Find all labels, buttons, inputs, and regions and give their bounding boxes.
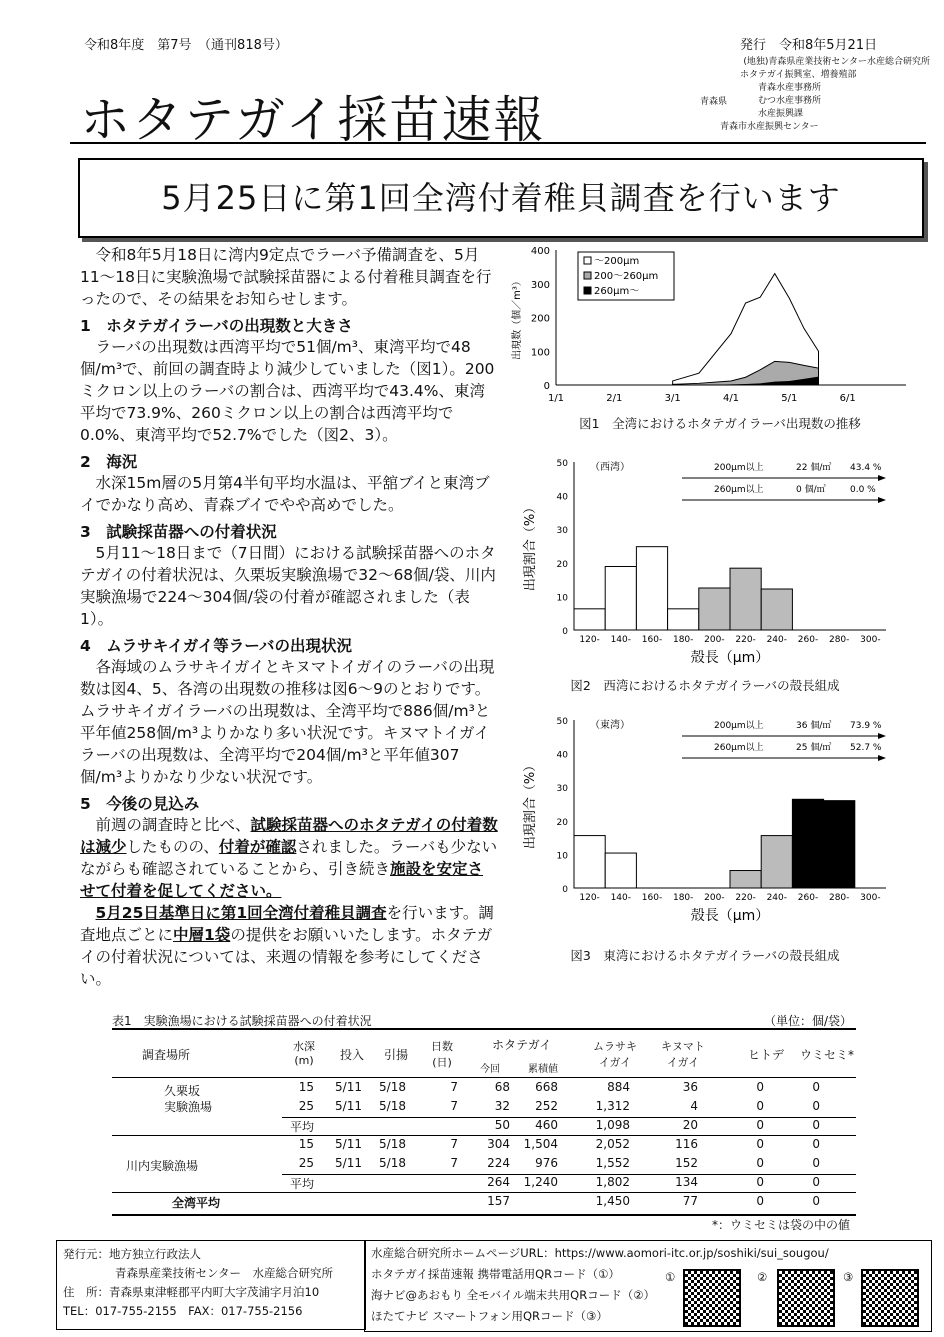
footer-line: 発行元：地方独立行政法人 (63, 1247, 201, 1261)
emphasis-text: 中層1袋 (173, 926, 231, 944)
emphasis-text: 試験採苗器へのホタテガイの付着数は減少 (80, 816, 498, 856)
table-cell: 0 (756, 1080, 764, 1094)
table-body (112, 1078, 856, 1214)
table-cell: 25 (298, 1099, 314, 1113)
table-cell: 0 (756, 1099, 764, 1113)
table-cell: 224 (487, 1156, 510, 1170)
fig1-caption: 図1 全湾におけるホタテガイラーバ出現数の推移 (579, 416, 861, 431)
x-tick-label: 240- (766, 635, 788, 645)
text-run: 前週の調査時と比べ、 (95, 816, 251, 834)
table-cell: 1,802 (595, 1175, 630, 1189)
table-cell: 0 (756, 1175, 764, 1189)
bar (761, 589, 792, 630)
header-rule (70, 142, 926, 144)
qr-code-icon[interactable] (777, 1269, 835, 1327)
x-tick-label: 300- (860, 635, 881, 645)
table-cell: 20 (682, 1118, 698, 1132)
note-label: 260μm以上 (714, 743, 764, 753)
note-percent: 73.9 % (850, 721, 882, 731)
emphasis-text: 5月25日基準日に第1回全湾付着稚貝調査 (95, 904, 387, 922)
y-tick-label: 50 (556, 717, 568, 727)
x-tick-label: 240- (766, 893, 788, 903)
table-cell: 7 (450, 1137, 458, 1151)
bar (668, 609, 699, 630)
table-title-row (112, 1012, 852, 1029)
table-cell: 5/11 (335, 1156, 362, 1170)
legend-swatch (584, 272, 591, 279)
qr-label-1: ホタテガイ採苗速報 携帯電話用QRコード（①） (371, 1267, 620, 1281)
table-cell: 1,098 (595, 1118, 630, 1132)
x-tick-label: 260- (797, 893, 819, 903)
col-header: 投入 (340, 1048, 365, 1062)
row-divider (282, 1174, 856, 1175)
table-cell: 134 (675, 1175, 698, 1189)
emphasis-text: 施設を安定させて付着を促してください。 (80, 860, 484, 900)
y-tick-label: 50 (556, 459, 568, 469)
table-cell: 久栗坂 (164, 1084, 201, 1098)
y-tick-label: 300 (530, 279, 550, 291)
row-divider (282, 1117, 856, 1118)
y-tick-label: 0 (562, 885, 568, 895)
x-tick-label: 5/1 (781, 393, 798, 404)
table-cell: 川内実験漁場 (126, 1159, 199, 1173)
bar (605, 566, 636, 630)
org-line: 青森市水産振興センター (720, 122, 819, 132)
org-line: 青森水産事務所 (758, 83, 822, 93)
x-tick-label: 220- (735, 893, 756, 903)
x-tick-label: 200- (704, 635, 725, 645)
y-tick-label: 100 (530, 347, 550, 359)
col-header: 引揚 (384, 1048, 409, 1062)
text-run: したものの、 (126, 838, 219, 856)
y-axis-label: 出現割合（%） (523, 758, 538, 850)
footer-links (364, 1240, 932, 1332)
legend-swatch (584, 257, 591, 264)
table-cell: 1,240 (523, 1175, 558, 1189)
org-line: ホタテガイ振興室、増養殖部 (740, 70, 857, 80)
table-cell: 1,504 (523, 1137, 558, 1151)
x-tick-label: 300- (860, 893, 881, 903)
note-count: 0 個/㎥ (796, 485, 826, 495)
col-header: 水深(m) (293, 1040, 315, 1067)
section-4-heading: 4 ムラサキイガイ等ラーバの出現状況 (80, 637, 352, 655)
bar (761, 836, 792, 888)
headline-banner (78, 158, 924, 238)
section-5-text (80, 814, 498, 902)
x-tick-label: 160- (641, 635, 663, 645)
table-cell: 157 (487, 1194, 510, 1208)
section-1-text: ラーバの出現数は西湾平均で51個/m³、東湾平均で48個/m³で、前回の調査時より減少していました（図1）。200ミクロン以上のラーバの割合は、西湾平均で43.4%、東湾平均で73.9%、260ミクロン以上の割合は西湾平均で0.0%、東湾平均で52.7%でした（図2、3）。 (80, 338, 495, 444)
footer-line: 住 所：青森県東津軽郡平内町大字茂浦字月泊10 (63, 1285, 320, 1299)
col-header: 調査場所 (142, 1048, 191, 1062)
section-4-text: 各海域のムラサキイガイとキヌマトイガイのラーバの出現数は図4、5、各湾の出現数の推移は図6～9のとおりです。ムラサキイガイラーバの出現数は、全湾平均で886個/m³と平年値258個/m³よりかなり多い状況です。キヌマトイガイラーバの出現数は、全湾平均で204個/m³と平年値307個/m³よりかなり少ない状況です。 (80, 658, 495, 786)
table-cell: 0 (812, 1194, 820, 1208)
x-tick-label: 280- (828, 635, 850, 645)
table-cell: 0 (812, 1156, 820, 1170)
issue-date: 発行 令和8年5月21日 (740, 38, 878, 53)
text-run: の提供をお願いいたします。ホタテガイの付着状況については、来週の情報を参考にしてください。 (80, 926, 493, 988)
headline-text: 5月25日に第1回全湾付着稚貝調査を行います (161, 179, 841, 217)
table-cell: 0 (756, 1194, 764, 1208)
footer-line: TEL：017-755-2155 FAX：017-755-2156 (63, 1304, 303, 1318)
footer-line: 青森県産業技術センター 水産総合研究所 (115, 1266, 334, 1280)
table-cell: 15 (298, 1080, 314, 1094)
fig1-chart (506, 240, 926, 410)
note-label: 200μm以上 (714, 463, 764, 473)
table-cell: 0 (812, 1118, 820, 1132)
col-header: 今回 (480, 1064, 500, 1075)
col-header: 日数(日) (431, 1040, 453, 1069)
qr-number: ③ (843, 1270, 854, 1284)
table-cell: 116 (675, 1137, 698, 1151)
x-tick-label: 180- (672, 635, 694, 645)
region-label: （西湾） (590, 462, 630, 473)
note-count: 22 個/㎥ (796, 463, 832, 473)
table-cell: 2,052 (595, 1137, 630, 1151)
article-body (80, 244, 498, 990)
note-arrowhead (878, 733, 886, 739)
org-line: むつ水産事務所 (758, 96, 822, 106)
table-cell: 0 (812, 1175, 820, 1189)
y-tick-label: 40 (556, 492, 568, 503)
note-arrowhead (878, 475, 886, 481)
region-label: （東湾） (590, 720, 630, 731)
row-divider (112, 1192, 856, 1193)
table-cell: 668 (535, 1080, 558, 1094)
table-cell: 15 (298, 1137, 314, 1151)
x-tick-label: 180- (672, 893, 694, 903)
table-cell: 884 (607, 1080, 630, 1094)
table-cell: 7 (450, 1099, 458, 1113)
table-cell: 460 (535, 1118, 558, 1132)
col-header: 累積値 (528, 1064, 558, 1075)
legend-label: 200～260μm (594, 271, 659, 282)
note-label: 200μm以上 (714, 721, 764, 731)
table-cell: 1,312 (595, 1099, 630, 1113)
emphasis-text: 付着が確認 (218, 838, 297, 856)
x-tick-label: 4/1 (722, 393, 740, 404)
bar (824, 801, 855, 888)
bar (699, 588, 730, 630)
fig3-chart (506, 708, 926, 938)
section-3-text: 5月11～18日まで（7日間）における試験採苗器へのホタテガイの付着状況は、久栗坂実験漁場で32～68個/袋、川内実験漁場で224～304個/袋の付着が確認されました（表1）。 (80, 544, 496, 628)
y-tick-label: 30 (556, 526, 568, 537)
table-cell: 5/11 (335, 1137, 362, 1151)
x-tick-label: 140- (610, 893, 632, 903)
table-cell: 77 (682, 1194, 698, 1208)
x-tick-label: 6/1 (839, 393, 856, 404)
note-arrowhead (878, 755, 886, 761)
bar (636, 547, 667, 630)
section-2-heading: 2 海況 (80, 453, 138, 471)
qr-number: ① (665, 1270, 676, 1284)
y-tick-label: 10 (556, 593, 568, 604)
fig3-caption: 図3 東湾におけるホタテガイラーバの殻長組成 (570, 948, 840, 963)
note-arrowhead (878, 497, 886, 503)
org-line: (地独)青森県産業技術センター水産総合研究所 (743, 57, 930, 67)
table-cell: 実験漁場 (164, 1100, 213, 1114)
table-cell: 1,552 (595, 1156, 630, 1170)
section-2-text: 水深15m層の5月第4半旬平均水温は、平舘ブイと東湾ブイでかなり高め、青森ブイでやや高めでした。 (80, 474, 490, 514)
y-tick-label: 200 (530, 313, 550, 325)
section-1-heading: 1 ホタテガイラーバの出現数と大きさ (80, 317, 353, 335)
table-cell: 5/18 (379, 1099, 406, 1113)
col-header: ホタテガイ (492, 1038, 552, 1052)
intro-paragraph: 令和8年5月18日に湾内9定点でラーバ予備調査を、5月11～18日に実験漁場で試験採苗器による付着稚貝調査を行ったので、その結果をお知らせします。 (80, 246, 492, 308)
x-axis-label: 殻長（μm） (690, 908, 770, 924)
col-header: ムラサキイガイ (593, 1040, 637, 1069)
table-header (112, 1030, 856, 1078)
table-cell: 4 (690, 1099, 698, 1113)
qr-label-3: ほたてナビ スマートフォン用QRコード（③） (371, 1309, 608, 1323)
y-tick-label: 10 (556, 851, 568, 862)
table-cell: 252 (535, 1099, 558, 1113)
note-label: 260μm以上 (714, 485, 764, 495)
footer-publisher (56, 1240, 366, 1330)
publisher-org (700, 56, 930, 134)
qr-code-icon[interactable] (683, 1269, 741, 1327)
x-tick-label: 120- (579, 635, 600, 645)
y-tick-label: 0 (543, 381, 550, 392)
x-tick-label: 1/1 (547, 393, 565, 404)
org-line: 青森県 (700, 97, 728, 107)
table-cell: 5/11 (335, 1080, 362, 1094)
table-cell: 68 (494, 1080, 510, 1094)
table-cell: 平均 (290, 1120, 315, 1134)
table-cell: 5/18 (379, 1137, 406, 1151)
x-tick-label: 140- (610, 635, 632, 645)
y-tick-label: 20 (556, 817, 568, 828)
y-axis-label: 出現割合（%） (523, 500, 538, 592)
table-cell: 7 (450, 1156, 458, 1170)
y-tick-label: 400 (530, 246, 550, 257)
note-count: 36 個/㎥ (796, 721, 832, 731)
bar (574, 836, 605, 888)
note-count: 25 個/㎥ (796, 743, 832, 753)
org-line: 水産振興課 (758, 109, 804, 119)
table-cell: 0 (812, 1137, 820, 1151)
note-percent: 52.7 % (850, 743, 882, 753)
homepage-url[interactable]: 水産総合研究所ホームページURL：https://www.aomori-itc.or.jp/soshiki/sui_sougou/ (371, 1246, 829, 1260)
col-header: ヒトデ (748, 1048, 785, 1062)
col-header: ウミセミ* (800, 1048, 855, 1062)
table-cell: 5/11 (335, 1099, 362, 1113)
page-title: ホタテガイ採苗速報 (80, 91, 546, 149)
note-percent: 43.4 % (850, 463, 882, 473)
table-cell: 7 (450, 1080, 458, 1094)
bar (574, 609, 605, 630)
section-3-heading: 3 試験採苗器への付着状況 (80, 523, 277, 541)
table-cell: 32 (494, 1099, 510, 1113)
section-5-text-2 (80, 902, 498, 990)
table-cell: 976 (535, 1156, 558, 1170)
table-cell: 264 (487, 1175, 510, 1189)
x-tick-label: 120- (579, 893, 600, 903)
qr-code-icon[interactable] (861, 1269, 919, 1327)
table-cell: 36 (682, 1080, 698, 1094)
text-run: されました。ラーバも少ないながらも確認されていることから、引き続き (80, 838, 498, 878)
x-tick-label: 2/1 (606, 393, 623, 404)
col-header: キヌマトイガイ (661, 1040, 705, 1069)
qr-label-2: 海ナビ@あおもり 全モバイル端末共用QRコード（②） (371, 1288, 656, 1302)
fig2-chart (506, 450, 926, 670)
text-run: を行います。調査地点ごとに (80, 904, 494, 944)
x-tick-label: 160- (641, 893, 663, 903)
table-cell: 全湾平均 (172, 1196, 221, 1210)
table-cell: 5/18 (379, 1080, 406, 1094)
table-cell: 平均 (290, 1177, 315, 1191)
bar (730, 568, 761, 630)
section-5-heading: 5 今後の見込み (80, 795, 200, 813)
y-tick-label: 40 (556, 750, 568, 761)
table-cell: 1,450 (595, 1194, 630, 1208)
x-tick-label: 200- (704, 893, 725, 903)
table-title: 表1 実験漁場における試験採苗器への付着状況 (112, 1014, 372, 1028)
bar (605, 853, 636, 888)
table-cell: 0 (756, 1156, 764, 1170)
y-tick-label: 20 (556, 559, 568, 570)
x-tick-label: 3/1 (664, 393, 681, 404)
row-divider (112, 1135, 856, 1136)
table-cell: 152 (675, 1156, 698, 1170)
table-note: *：ウミセミは袋の中の値 (712, 1218, 851, 1232)
table-cell: 5/18 (379, 1156, 406, 1170)
table-cell: 304 (487, 1137, 510, 1151)
x-axis-label: 殻長（μm） (690, 650, 770, 666)
bar (730, 871, 761, 888)
x-tick-label: 260- (797, 635, 819, 645)
table-cell: 25 (298, 1156, 314, 1170)
table-cell: 0 (812, 1080, 820, 1094)
x-tick-label: 280- (828, 893, 850, 903)
y-axis-label: 出現数（個／m³） (512, 276, 523, 360)
y-tick-label: 30 (556, 784, 568, 795)
legend-swatch (584, 287, 591, 294)
fig2-caption: 図2 西湾におけるホタテガイラーバの殻長組成 (570, 678, 840, 693)
table-unit: （単位：個/袋） (763, 1014, 852, 1028)
y-tick-label: 0 (562, 627, 568, 637)
table-cell: 0 (812, 1099, 820, 1113)
note-percent: 0.0 % (850, 485, 876, 495)
x-tick-label: 220- (735, 635, 756, 645)
legend-label: ～200μm (594, 256, 640, 267)
issue-number: 令和8年度 第7号 （通刊818号） (84, 38, 288, 53)
table-cell: 0 (756, 1118, 764, 1132)
qr-number: ② (757, 1270, 768, 1284)
table-cell: 50 (494, 1118, 510, 1132)
bar (792, 799, 823, 888)
legend-label: 260μm～ (594, 286, 640, 297)
table-cell: 0 (756, 1137, 764, 1151)
